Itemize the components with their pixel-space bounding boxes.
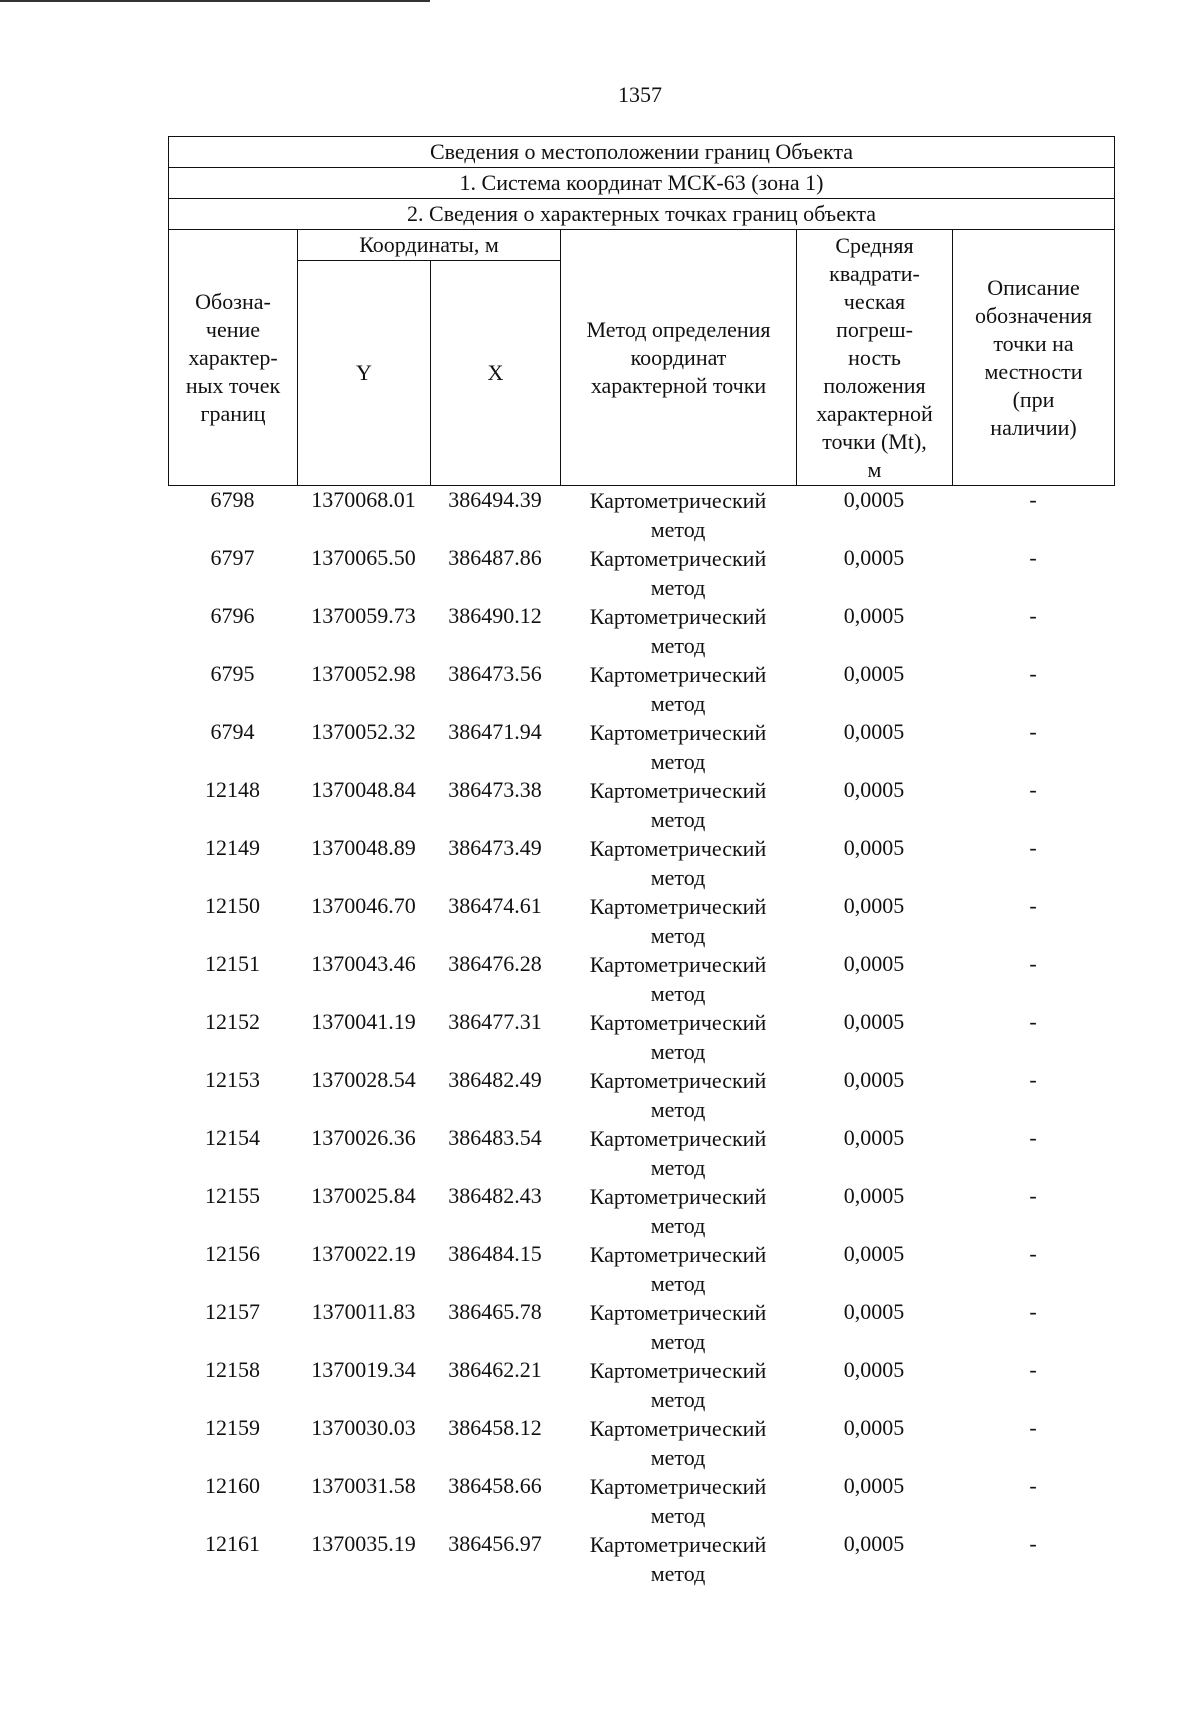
description-cell: - bbox=[1029, 777, 1037, 802]
y-coordinate-cell: 1370052.98 bbox=[311, 661, 416, 686]
error-cell: 0,0005 bbox=[843, 545, 905, 570]
y-coordinate-cell: 1370068.01 bbox=[311, 487, 416, 512]
scan-edge-line bbox=[0, 0, 430, 2]
description-cell: - bbox=[1029, 1183, 1037, 1208]
y-coordinate-cell: 1370048.89 bbox=[311, 835, 416, 860]
point-mark-header: Обозна- чение характер- ных точек границ bbox=[169, 230, 298, 486]
description-cell: - bbox=[1029, 1241, 1037, 1266]
y-coordinate-cell: 1370046.70 bbox=[311, 893, 416, 918]
point-id-cell: 12149 bbox=[205, 835, 260, 860]
error-cell: 0,0005 bbox=[843, 1009, 905, 1034]
section-title: 2. Сведения о характерных точках границ объекта bbox=[169, 199, 1115, 230]
point-id-cell: 12160 bbox=[205, 1473, 260, 1498]
error-cell: 0,0005 bbox=[843, 1299, 905, 1324]
error-cell: 0,0005 bbox=[843, 893, 905, 918]
description-header: Описание обозначения точки на местности (при наличии) bbox=[953, 230, 1115, 486]
error-cell: 0,0005 bbox=[843, 1531, 905, 1556]
points-table bbox=[168, 486, 1114, 1588]
x-coordinate-cell: 386474.61 bbox=[448, 893, 542, 918]
table-row bbox=[168, 1008, 1114, 1066]
y-coordinate-cell: 1370026.36 bbox=[311, 1125, 416, 1150]
table-row bbox=[168, 1530, 1114, 1588]
x-coordinate-cell: 386484.15 bbox=[448, 1241, 542, 1266]
method-cell: Картометрический метод bbox=[589, 1532, 767, 1586]
description-cell: - bbox=[1029, 719, 1037, 744]
table-row bbox=[168, 1066, 1114, 1124]
point-id-cell: 6796 bbox=[210, 603, 255, 628]
y-coordinate-cell: 1370035.19 bbox=[311, 1531, 416, 1556]
table-title: Сведения о местоположении границ Объекта bbox=[169, 137, 1115, 168]
point-id-cell: 6798 bbox=[210, 487, 255, 512]
point-id-cell: 12157 bbox=[205, 1299, 260, 1324]
x-coordinate-cell: 386473.49 bbox=[448, 835, 542, 860]
error-cell: 0,0005 bbox=[843, 1125, 905, 1150]
x-coordinate-cell: 386477.31 bbox=[448, 1009, 542, 1034]
x-coordinate-cell: 386482.49 bbox=[448, 1067, 542, 1092]
error-cell: 0,0005 bbox=[843, 719, 905, 744]
description-cell: - bbox=[1029, 1531, 1037, 1556]
x-coordinate-cell: 386458.66 bbox=[448, 1473, 542, 1498]
point-id-cell: 12151 bbox=[205, 951, 260, 976]
description-cell: - bbox=[1029, 603, 1037, 628]
table-row bbox=[168, 718, 1114, 776]
error-cell: 0,0005 bbox=[843, 603, 905, 628]
y-coordinate-cell: 1370019.34 bbox=[311, 1357, 416, 1382]
point-id-cell: 12148 bbox=[205, 777, 260, 802]
error-cell: 0,0005 bbox=[843, 1415, 905, 1440]
x-coordinate-cell: 386465.78 bbox=[448, 1299, 542, 1324]
method-cell: Картометрический метод bbox=[589, 894, 767, 948]
description-cell: - bbox=[1029, 1125, 1037, 1150]
table-row bbox=[168, 892, 1114, 950]
table-row bbox=[168, 834, 1114, 892]
x-coordinate-cell: 386482.43 bbox=[448, 1183, 542, 1208]
method-cell: Картометрический метод bbox=[589, 720, 767, 774]
y-coordinate-cell: 1370065.50 bbox=[311, 545, 416, 570]
x-coordinate-cell: 386487.86 bbox=[448, 545, 542, 570]
error-cell: 0,0005 bbox=[843, 1183, 905, 1208]
description-cell: - bbox=[1029, 1009, 1037, 1034]
table-row bbox=[168, 544, 1114, 602]
y-header: Y bbox=[298, 261, 431, 486]
method-cell: Картометрический метод bbox=[589, 952, 767, 1006]
y-coordinate-cell: 1370048.84 bbox=[311, 777, 416, 802]
point-id-cell: 12159 bbox=[205, 1415, 260, 1440]
page-number: 1357 bbox=[618, 82, 662, 107]
x-coordinate-cell: 386471.94 bbox=[448, 719, 542, 744]
x-coordinate-cell: 386483.54 bbox=[448, 1125, 542, 1150]
error-cell: 0,0005 bbox=[843, 835, 905, 860]
error-cell: 0,0005 bbox=[843, 1357, 905, 1382]
method-cell: Картометрический метод bbox=[589, 1474, 767, 1528]
y-coordinate-cell: 1370030.03 bbox=[311, 1415, 416, 1440]
point-id-cell: 12152 bbox=[205, 1009, 260, 1034]
point-id-cell: 6794 bbox=[210, 719, 255, 744]
method-cell: Картометрический метод bbox=[589, 662, 767, 716]
y-coordinate-cell: 1370041.19 bbox=[311, 1009, 416, 1034]
table-header bbox=[168, 136, 1115, 486]
x-coordinate-cell: 386473.38 bbox=[448, 777, 542, 802]
error-cell: 0,0005 bbox=[843, 1067, 905, 1092]
table-row bbox=[168, 1182, 1114, 1240]
x-coordinate-cell: 386494.39 bbox=[448, 487, 542, 512]
description-cell: - bbox=[1029, 487, 1037, 512]
method-cell: Картометрический метод bbox=[589, 836, 767, 890]
description-cell: - bbox=[1029, 545, 1037, 570]
x-header: X bbox=[431, 261, 561, 486]
x-coordinate-cell: 386458.12 bbox=[448, 1415, 542, 1440]
description-cell: - bbox=[1029, 661, 1037, 686]
y-coordinate-cell: 1370031.58 bbox=[311, 1473, 416, 1498]
y-coordinate-cell: 1370025.84 bbox=[311, 1183, 416, 1208]
point-id-cell: 12161 bbox=[205, 1531, 260, 1556]
table-row bbox=[168, 660, 1114, 718]
point-id-cell: 6797 bbox=[210, 545, 255, 570]
table-row bbox=[168, 1414, 1114, 1472]
boundary-points-sheet bbox=[168, 136, 1114, 1588]
error-cell: 0,0005 bbox=[843, 661, 905, 686]
table-row bbox=[168, 1298, 1114, 1356]
error-cell: 0,0005 bbox=[843, 1241, 905, 1266]
coordinates-header: Координаты, м bbox=[298, 230, 561, 261]
y-coordinate-cell: 1370043.46 bbox=[311, 951, 416, 976]
method-cell: Картометрический метод bbox=[589, 546, 767, 600]
description-cell: - bbox=[1029, 893, 1037, 918]
x-coordinate-cell: 386473.56 bbox=[448, 661, 542, 686]
y-coordinate-cell: 1370028.54 bbox=[311, 1067, 416, 1092]
description-cell: - bbox=[1029, 1299, 1037, 1324]
point-id-cell: 12150 bbox=[205, 893, 260, 918]
error-header: Средняя квадрати- ческая погреш- ность положения характерной точки (Mt), м bbox=[797, 230, 953, 486]
method-cell: Картометрический метод bbox=[589, 778, 767, 832]
method-cell: Картометрический метод bbox=[589, 1126, 767, 1180]
description-cell: - bbox=[1029, 951, 1037, 976]
description-cell: - bbox=[1029, 835, 1037, 860]
x-coordinate-cell: 386490.12 bbox=[448, 603, 542, 628]
point-id-cell: 12158 bbox=[205, 1357, 260, 1382]
point-id-cell: 12154 bbox=[205, 1125, 260, 1150]
method-cell: Картометрический метод bbox=[589, 1416, 767, 1470]
coordinate-system-title: 1. Система координат МСК-63 (зона 1) bbox=[169, 168, 1115, 199]
error-cell: 0,0005 bbox=[843, 777, 905, 802]
table-row bbox=[168, 776, 1114, 834]
points-table-body bbox=[168, 486, 1114, 1588]
method-header: Метод определения координат характерной точки bbox=[561, 230, 797, 486]
method-cell: Картометрический метод bbox=[589, 1242, 767, 1296]
y-coordinate-cell: 1370059.73 bbox=[311, 603, 416, 628]
method-cell: Картометрический метод bbox=[589, 1300, 767, 1354]
description-cell: - bbox=[1029, 1067, 1037, 1092]
y-coordinate-cell: 1370022.19 bbox=[311, 1241, 416, 1266]
method-cell: Картометрический метод bbox=[589, 1358, 767, 1412]
point-id-cell: 6795 bbox=[210, 661, 255, 686]
error-cell: 0,0005 bbox=[843, 951, 905, 976]
point-id-cell: 12156 bbox=[205, 1241, 260, 1266]
table-row bbox=[168, 1356, 1114, 1414]
error-cell: 0,0005 bbox=[843, 487, 905, 512]
point-id-cell: 12153 bbox=[205, 1067, 260, 1092]
table-row bbox=[168, 486, 1114, 544]
table-row bbox=[168, 602, 1114, 660]
x-coordinate-cell: 386476.28 bbox=[448, 951, 542, 976]
method-cell: Картометрический метод bbox=[589, 488, 767, 542]
method-cell: Картометрический метод bbox=[589, 604, 767, 658]
table-row bbox=[168, 1124, 1114, 1182]
description-cell: - bbox=[1029, 1357, 1037, 1382]
y-coordinate-cell: 1370011.83 bbox=[311, 1299, 416, 1324]
table-row bbox=[168, 950, 1114, 1008]
error-cell: 0,0005 bbox=[843, 1473, 905, 1498]
point-id-cell: 12155 bbox=[205, 1183, 260, 1208]
method-cell: Картометрический метод bbox=[589, 1068, 767, 1122]
description-cell: - bbox=[1029, 1415, 1037, 1440]
table-row bbox=[168, 1472, 1114, 1530]
method-cell: Картометрический метод bbox=[589, 1010, 767, 1064]
x-coordinate-cell: 386456.97 bbox=[448, 1531, 542, 1556]
x-coordinate-cell: 386462.21 bbox=[448, 1357, 542, 1382]
method-cell: Картометрический метод bbox=[589, 1184, 767, 1238]
table-row bbox=[168, 1240, 1114, 1298]
description-cell: - bbox=[1029, 1473, 1037, 1498]
y-coordinate-cell: 1370052.32 bbox=[311, 719, 416, 744]
